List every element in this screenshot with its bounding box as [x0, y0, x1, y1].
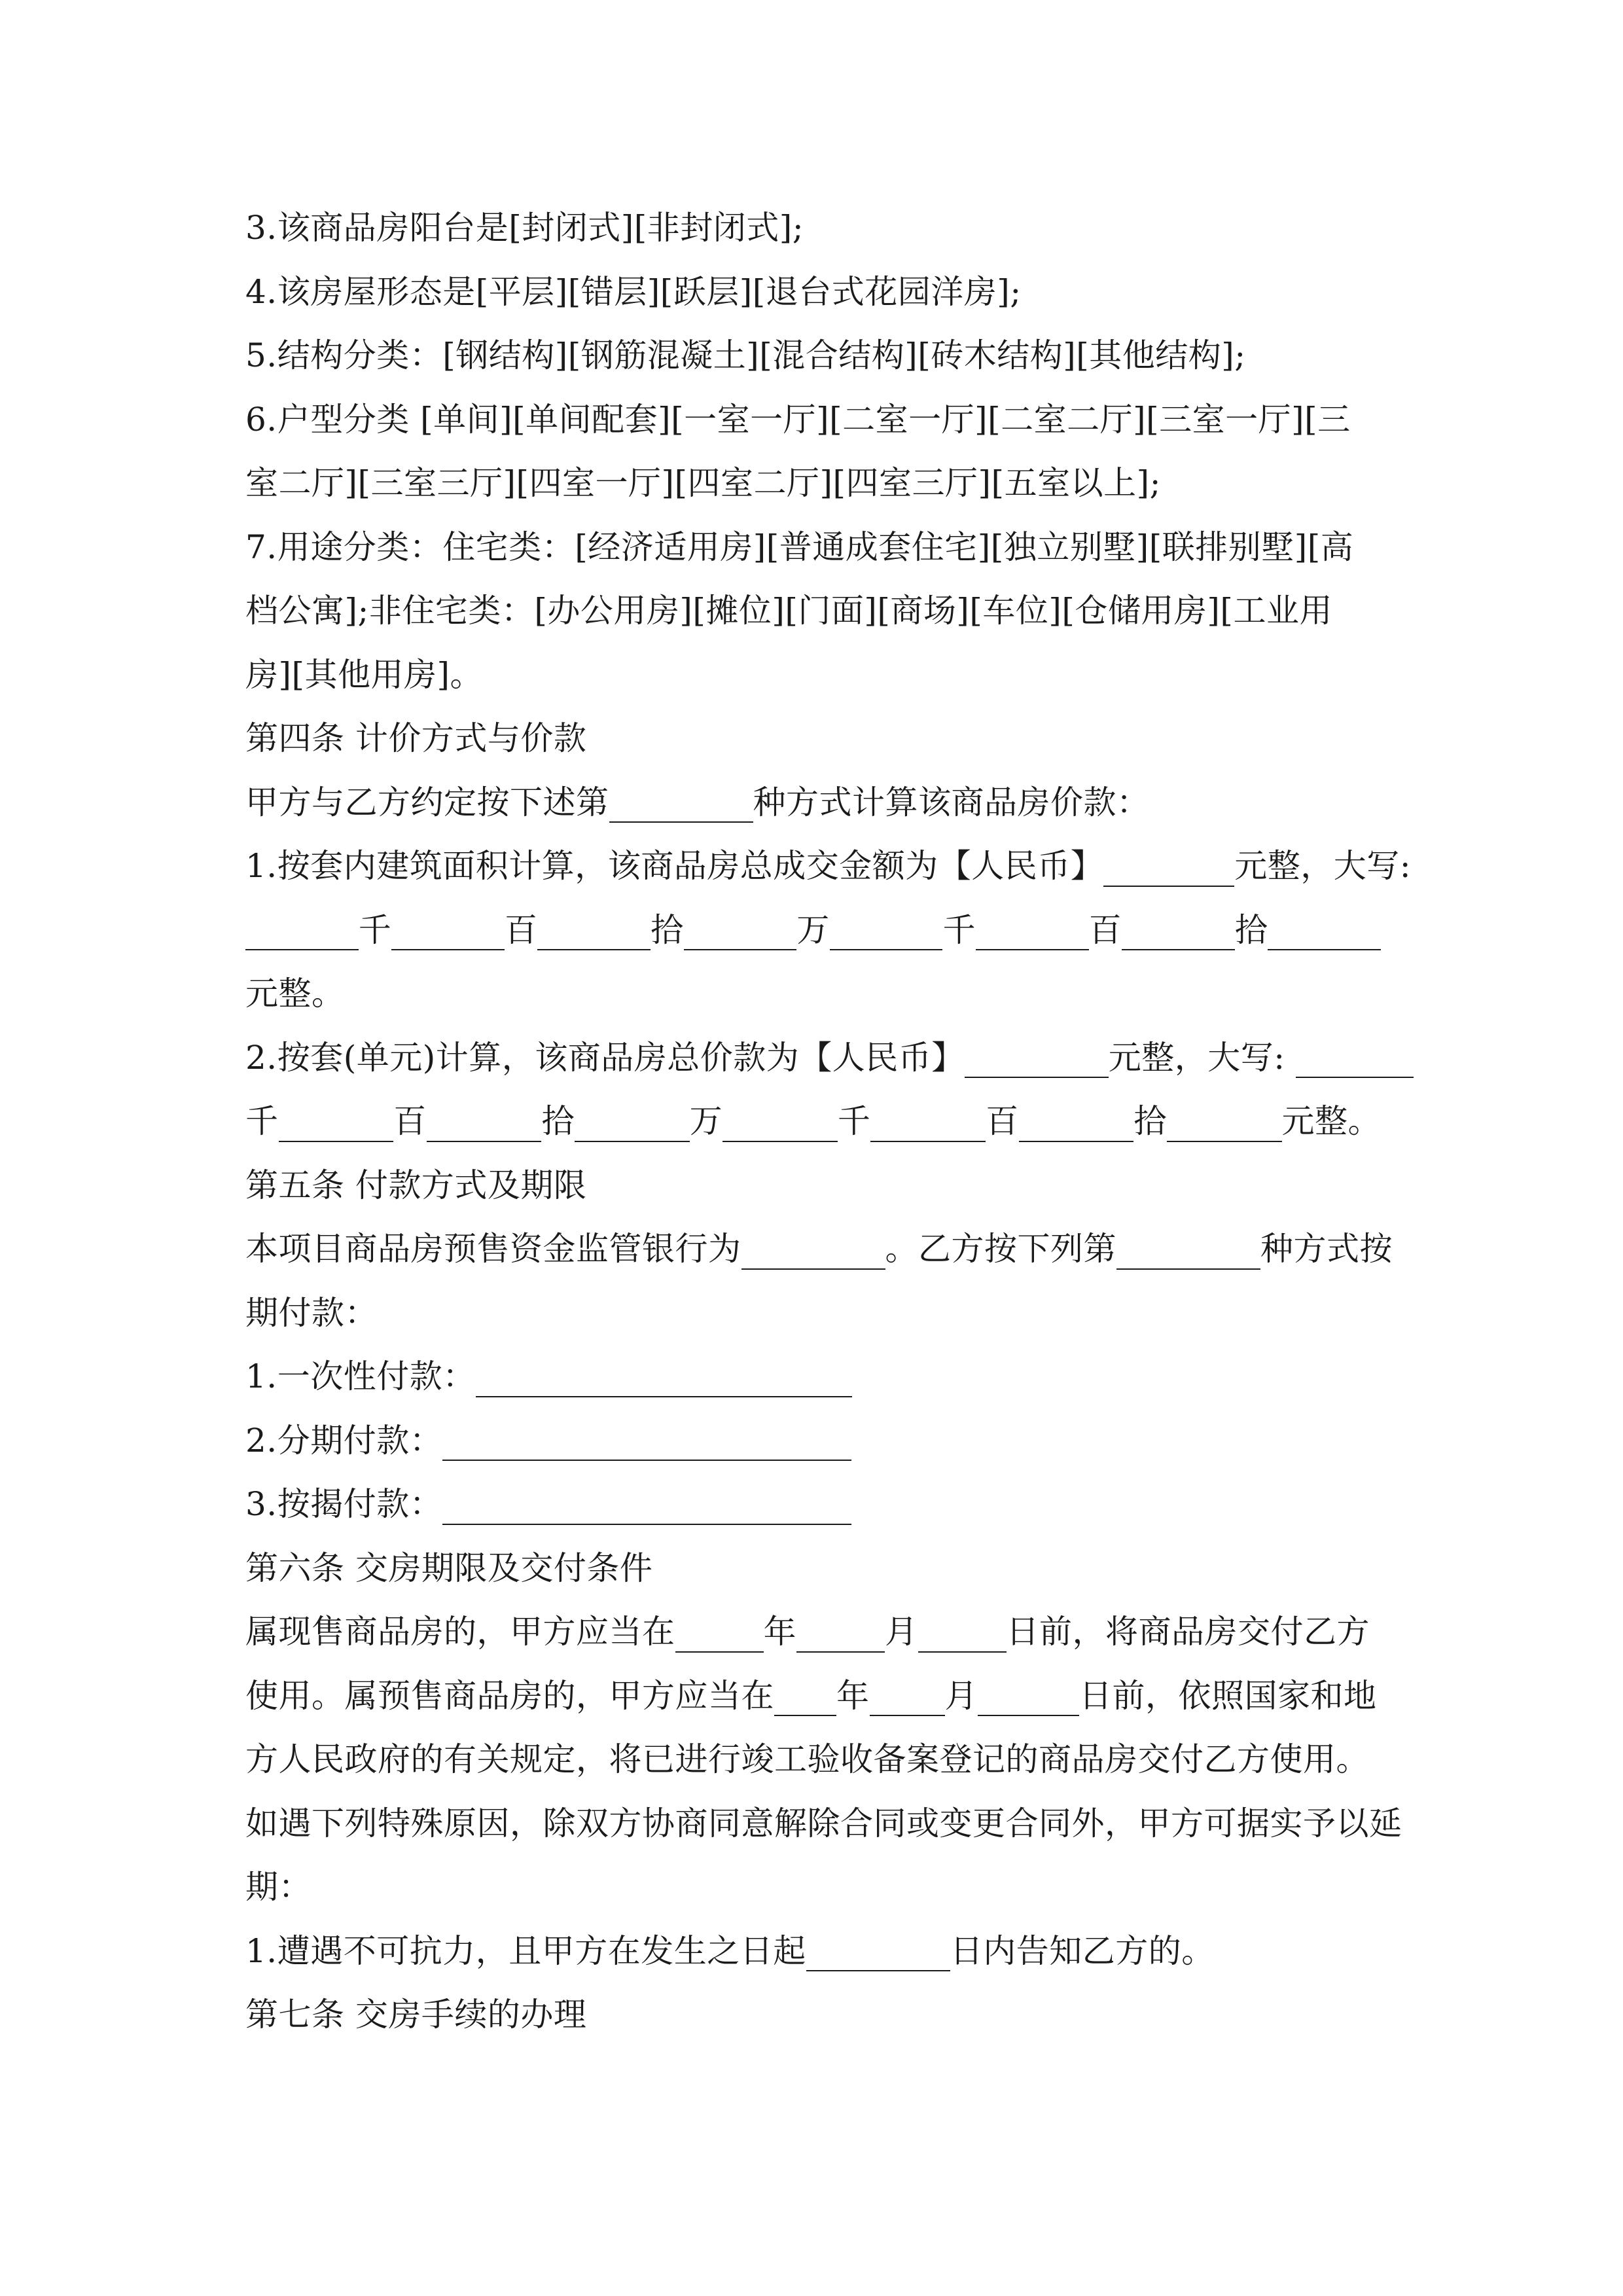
- lump-sum-blank[interactable]: [476, 1358, 852, 1397]
- pricing-method-line: [245, 771, 1381, 835]
- pricing-method-suffix: 种方式计算该商品房价款：: [753, 783, 1150, 821]
- spot-sale-prefix: 属现售商品房的，甲方应当在: [245, 1613, 675, 1651]
- unit-qian: 千: [245, 1102, 279, 1140]
- day-blank[interactable]: [918, 1613, 1007, 1653]
- capital-blank[interactable]: [245, 911, 359, 950]
- clause-layout-1: 6.户型分类 [单间][单间配套][一室一厅][二室一厅][二室二厅][三室一厅][三: [245, 400, 1351, 439]
- unit-year: 年: [763, 1613, 796, 1651]
- article-5-heading: 第五条 付款方式及期限: [245, 1166, 587, 1204]
- area-price-capital-line: [245, 899, 1381, 963]
- mortgage-line: [245, 1473, 1381, 1537]
- mortgage-blank[interactable]: [442, 1486, 851, 1525]
- year-blank[interactable]: [675, 1613, 764, 1653]
- area-price-amount-blank[interactable]: [1103, 848, 1234, 887]
- force-majeure-suffix: 日内告知乙方的。: [950, 1931, 1215, 1970]
- capital-blank[interactable]: [1268, 911, 1381, 950]
- clause-layout-2: 室二厅][三室三厅][四室一厅][四室二厅][四室三厅][五室以上];: [245, 464, 1161, 502]
- month-blank[interactable]: [870, 1677, 945, 1716]
- capital-blank[interactable]: [1019, 1103, 1134, 1142]
- presale-continued: 方人民政府的有关规定，将已进行竣工验收备案登记的商品房交付乙方使用。: [245, 1740, 1369, 1778]
- spot-sale-suffix: 日前，将商品房交付乙方: [1006, 1613, 1370, 1651]
- capital-blank[interactable]: [684, 911, 797, 950]
- notify-days-blank[interactable]: [806, 1932, 950, 1971]
- unit-month: 月: [885, 1613, 918, 1651]
- lump-sum-line: [245, 1345, 1381, 1409]
- unit-year: 年: [836, 1676, 870, 1715]
- unit-shi: 拾: [1234, 910, 1268, 949]
- clause-house-form: 4.该房屋形态是[平层][错层][跃层][退台式花园洋房];: [245, 272, 1022, 311]
- area-price-line: [245, 834, 1412, 899]
- pricing-method-blank[interactable]: [609, 783, 753, 823]
- unit-shi: 拾: [1133, 1102, 1167, 1140]
- capital-blank[interactable]: [279, 1103, 394, 1142]
- delay-clause-end: 期：: [245, 1868, 312, 1906]
- unit-price-suffix: 元整，大写:: [1108, 1038, 1285, 1077]
- bank-prefix: 本项目商品房预售资金监管银行为: [245, 1230, 741, 1268]
- payment-period: 期付款：: [245, 1293, 378, 1332]
- presale-line: [245, 1664, 1381, 1729]
- unit-shi: 拾: [651, 910, 684, 949]
- year-blank[interactable]: [774, 1677, 836, 1716]
- clause-balcony: 3.该商品房阳台是[封闭式][非封闭式];: [245, 209, 804, 247]
- capital-blank[interactable]: [575, 1103, 690, 1142]
- capital-blank[interactable]: [1167, 1103, 1282, 1142]
- capital-blank[interactable]: [976, 911, 1089, 950]
- unit-qian: 千: [942, 910, 976, 949]
- day-blank[interactable]: [978, 1677, 1079, 1716]
- bank-middle: 。乙方按下列第: [885, 1230, 1116, 1268]
- unit-wan: 万: [796, 910, 830, 949]
- contract-body: [245, 196, 1412, 2047]
- bank-line: [245, 1217, 1393, 1282]
- area-price-suffix: 元整，大写:: [1234, 847, 1412, 885]
- area-price-prefix: 1.按套内建筑面积计算，该商品房总成交金额为【人民币】: [245, 847, 1104, 885]
- bank-suffix: 种方式按: [1260, 1230, 1393, 1268]
- unit-bai: 百: [504, 910, 538, 949]
- article-6-heading: 第六条 交房期限及交付条件: [245, 1549, 653, 1587]
- month-blank[interactable]: [796, 1613, 885, 1653]
- unit-price-amount-blank[interactable]: [965, 1039, 1109, 1078]
- unit-bai: 百: [1088, 910, 1122, 949]
- capital-blank[interactable]: [870, 1103, 986, 1142]
- unit-qian: 千: [358, 910, 392, 949]
- unit-yuan-zheng: 元整。: [1281, 1102, 1382, 1140]
- unit-bai: 百: [986, 1102, 1019, 1140]
- capital-blank[interactable]: [1122, 911, 1235, 950]
- article-4-heading: 第四条 计价方式与价款: [245, 719, 587, 757]
- unit-wan: 万: [689, 1102, 723, 1140]
- area-price-end: 元整。: [245, 975, 345, 1013]
- force-majeure-prefix: 1.遭遇不可抗力，且甲方在发生之日起: [245, 1931, 806, 1970]
- capital-blank[interactable]: [537, 911, 651, 950]
- unit-price-line: [245, 1026, 1381, 1090]
- installment-blank[interactable]: [442, 1422, 851, 1461]
- unit-price-prefix: 2.按套(单元)计算，该商品房总价款为【人民币】: [245, 1038, 965, 1077]
- unit-shi: 拾: [541, 1102, 575, 1140]
- presale-prefix: 使用。属预售商品房的，甲方应当在: [245, 1676, 774, 1715]
- unit-month: 月: [944, 1676, 978, 1715]
- unit-price-capital-line: [245, 1090, 1381, 1154]
- clause-structure: 5.结构分类：[钢结构][钢筋混凝土][混合结构][砖木结构][其他结构];: [245, 336, 1246, 374]
- capital-blank[interactable]: [391, 911, 505, 950]
- delay-clause: 如遇下列特殊原因，除双方协商同意解除合同或变更合同外，甲方可据实予以延: [245, 1804, 1402, 1842]
- clause-usage-3: 房][其他用房]。: [245, 655, 484, 694]
- article-7-heading: 第七条 交房手续的办理: [245, 1996, 587, 2034]
- payment-method-blank[interactable]: [1116, 1230, 1260, 1270]
- unit-qian: 千: [837, 1102, 871, 1140]
- capital-blank[interactable]: [427, 1103, 542, 1142]
- installment-label: 2.分期付款：: [245, 1421, 443, 1460]
- capital-blank[interactable]: [1296, 1039, 1414, 1078]
- clause-usage-1: 7.用途分类：住宅类：[经济适用房][普通成套住宅][独立别墅][联排别墅][高: [245, 528, 1354, 566]
- presale-suffix: 日前，依照国家和地: [1079, 1676, 1377, 1715]
- installment-line: [245, 1409, 1381, 1473]
- spot-sale-line: [245, 1600, 1381, 1664]
- capital-blank[interactable]: [722, 1103, 838, 1142]
- capital-blank[interactable]: [830, 911, 943, 950]
- clause-usage-2: 档公寓];非住宅类：[办公用房][摊位][门面][商场][车位][仓储用房][工业用: [245, 592, 1332, 630]
- unit-bai: 百: [393, 1102, 427, 1140]
- force-majeure-line: [245, 1920, 1381, 1984]
- mortgage-label: 3.按揭付款：: [245, 1485, 443, 1523]
- lump-sum-label: 1.一次性付款：: [245, 1357, 476, 1395]
- pricing-method-prefix: 甲方与乙方约定按下述第: [245, 783, 609, 821]
- bank-blank[interactable]: [741, 1230, 885, 1270]
